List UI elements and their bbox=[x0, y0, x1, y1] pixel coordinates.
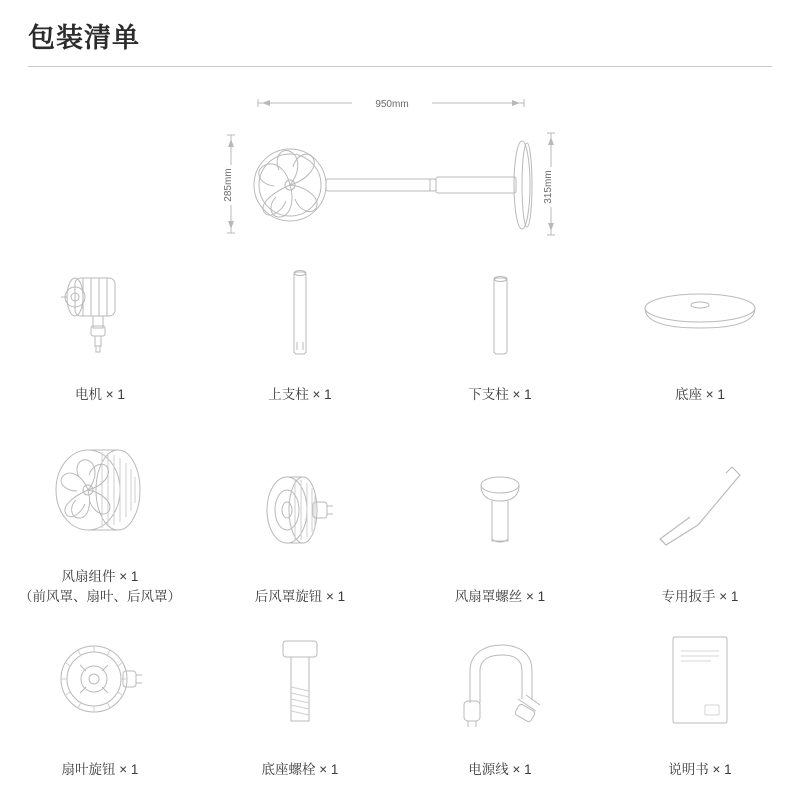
header-divider bbox=[28, 66, 772, 67]
parts-row-3 bbox=[0, 624, 800, 780]
part-label: 说明书 × 1 bbox=[668, 762, 732, 778]
assembled-fan-diagram bbox=[0, 75, 800, 245]
part-caption bbox=[75, 385, 125, 405]
dim-fan-height-label: 285mm bbox=[223, 168, 234, 203]
part-label: 专用扳手 × 1 bbox=[661, 588, 739, 604]
dim-base-height-label: 315mm bbox=[543, 170, 554, 205]
part-caption bbox=[468, 760, 531, 780]
part-label: 风扇罩螺丝 × 1 bbox=[454, 588, 546, 604]
part-label: 底座 × 1 bbox=[675, 387, 725, 403]
part-base-plate bbox=[600, 259, 800, 405]
part-caption bbox=[268, 385, 331, 405]
base-bolt-icon bbox=[255, 624, 345, 744]
part-sublabel: （前风罩、扇叶、后风罩） bbox=[19, 588, 181, 604]
part-label: 风扇组件 × 1 bbox=[61, 568, 139, 584]
part-label: 电源线 × 1 bbox=[468, 762, 532, 778]
motor-icon bbox=[45, 259, 155, 369]
part-caption bbox=[668, 760, 731, 780]
part-caption bbox=[262, 760, 339, 780]
part-label: 扇叶旋钮 × 1 bbox=[61, 762, 139, 778]
page-title: 包装清单 bbox=[28, 23, 140, 53]
part-lower-pole bbox=[400, 259, 600, 405]
part-power-cord bbox=[400, 624, 600, 780]
part-caption bbox=[19, 567, 181, 606]
upper-pole-icon bbox=[270, 259, 330, 369]
part-label: 下支柱 × 1 bbox=[468, 387, 532, 403]
part-caption bbox=[255, 587, 345, 607]
power-cord-icon bbox=[440, 624, 560, 744]
part-wrench bbox=[600, 431, 800, 606]
part-caption bbox=[662, 587, 739, 607]
part-caption bbox=[62, 760, 139, 780]
manual-icon bbox=[645, 624, 755, 744]
part-label: 上支柱 × 1 bbox=[268, 387, 332, 403]
part-caption bbox=[455, 587, 545, 607]
part-caption bbox=[468, 385, 531, 405]
part-label: 后风罩旋钮 × 1 bbox=[254, 588, 346, 604]
part-fan-assembly bbox=[0, 431, 200, 606]
parts-row-1 bbox=[0, 259, 800, 405]
wrench-icon bbox=[640, 451, 760, 571]
part-label: 底座螺栓 × 1 bbox=[261, 762, 339, 778]
base-plate-icon bbox=[630, 259, 770, 369]
lower-pole-icon bbox=[470, 259, 530, 369]
assembled-fan-svg bbox=[0, 75, 800, 245]
part-blade-knob bbox=[0, 624, 200, 780]
parts-row-2 bbox=[0, 431, 800, 606]
part-fan-guard-screw bbox=[400, 431, 600, 606]
fan-assembly-icon bbox=[30, 431, 170, 551]
part-upper-pole bbox=[200, 259, 400, 405]
blade-knob-icon bbox=[40, 624, 160, 744]
part-caption bbox=[675, 385, 725, 405]
fan-guard-screw-icon bbox=[460, 451, 540, 571]
part-base-bolt bbox=[200, 624, 400, 780]
dim-width-label: 950mm bbox=[375, 99, 409, 111]
part-rear-guard-knob bbox=[200, 431, 400, 606]
header bbox=[0, 0, 800, 67]
rear-guard-knob-icon bbox=[245, 451, 355, 571]
part-motor bbox=[0, 259, 200, 405]
part-label: 电机 × 1 bbox=[75, 387, 125, 403]
part-manual bbox=[600, 624, 800, 780]
